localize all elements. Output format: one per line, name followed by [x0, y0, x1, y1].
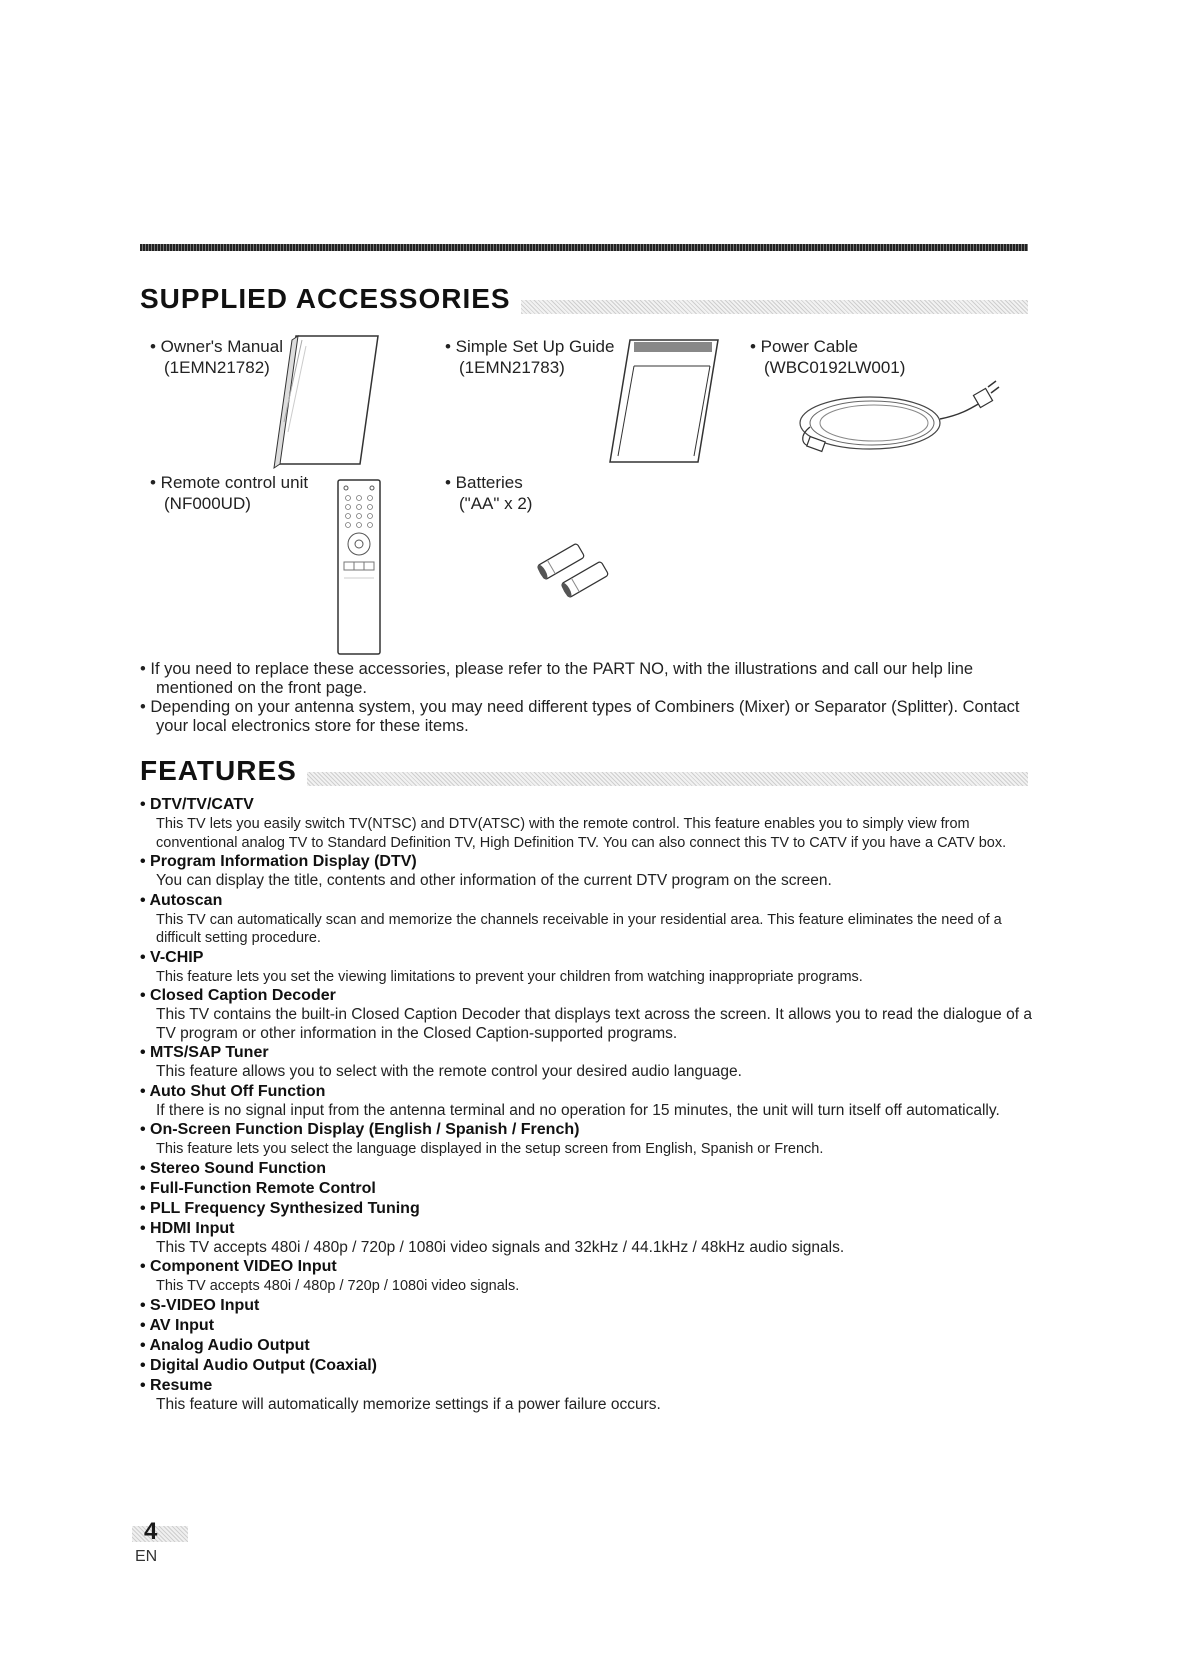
feature-title: • Auto Shut Off Function — [140, 1082, 326, 1100]
accessories-heading-row — [140, 280, 1028, 320]
accessory-setup-guide — [445, 336, 614, 378]
feature-item — [140, 1316, 1040, 1336]
accessory-part-number: ("AA" x 2) — [459, 494, 533, 513]
accessory-power-cable — [750, 336, 905, 378]
page-number-block — [132, 1518, 188, 1548]
feature-description: This feature lets you set the viewing limitations to prevent your children from watching inappropriate programs. — [156, 968, 863, 985]
feature-title: • MTS/SAP Tuner — [140, 1044, 269, 1061]
feature-title: • Autoscan — [140, 891, 223, 909]
feature-description: This feature allows you to select with the remote control your desired audio language. — [156, 1063, 742, 1080]
feature-description: This TV contains the built-in Closed Caption Decoder that displays text across the screen. It allows you to read the dialogue of a TV program or other information in the Closed Caption-supported programs. — [156, 1006, 1032, 1042]
feature-item — [140, 1376, 1040, 1415]
feature-title: • Closed Caption Decoder — [140, 987, 336, 1004]
feature-title: • Stereo Sound Function — [140, 1159, 327, 1177]
accessories-heading: SUPPLIED ACCESSORIES — [140, 282, 521, 316]
feature-item — [140, 1043, 1040, 1082]
feature-title: • V-CHIP — [140, 948, 204, 966]
feature-item — [140, 1179, 1040, 1199]
remote-control-illustration — [336, 478, 384, 658]
accessory-remote-control — [150, 472, 308, 514]
feature-title: • PLL Frequency Synthesized Tuning — [140, 1199, 420, 1217]
feature-title: • Full-Function Remote Control — [140, 1179, 376, 1197]
feature-title: • Resume — [140, 1376, 213, 1394]
feature-title: • Analog Audio Output — [140, 1336, 310, 1354]
accessory-name: • Power Cable — [750, 337, 859, 356]
feature-description: You can display the title, contents and other information of the current DTV program on the screen. — [156, 872, 832, 889]
feature-item — [140, 1336, 1040, 1356]
feature-item — [140, 1120, 1040, 1159]
batteries-illustration — [532, 540, 622, 600]
top-divider-rule — [140, 244, 1028, 251]
feature-title: • AV Input — [140, 1316, 215, 1334]
feature-item — [140, 891, 1040, 948]
feature-item — [140, 852, 1040, 891]
power-cable-illustration — [790, 375, 1000, 465]
feature-item — [140, 1199, 1040, 1219]
feature-title: • Digital Audio Output (Coaxial) — [140, 1356, 377, 1374]
feature-item — [140, 948, 1040, 987]
feature-item — [140, 795, 1040, 852]
feature-title: • DTV/TV/CATV — [140, 796, 254, 813]
feature-description: This TV can automatically scan and memorize the channels receivable in your residential area. This feature eliminates the need of a difficult setting procedure. — [156, 911, 1002, 946]
page-number: 4 — [144, 1518, 158, 1545]
feature-description: This TV accepts 480i / 480p / 720p / 1080i video signals and 32kHz / 44.1kHz / 48kHz audio signals. — [156, 1238, 845, 1256]
feature-item — [140, 1159, 1040, 1179]
accessory-notes — [140, 660, 1030, 736]
feature-description: If there is no signal input from the antenna terminal and no operation for 15 minutes, the unit will turn itself off automatically. — [156, 1101, 1000, 1119]
feature-title: • Program Information Display (DTV) — [140, 853, 417, 870]
features-list — [140, 795, 1040, 1414]
features-heading: FEATURES — [140, 754, 307, 788]
feature-title: • On-Screen Function Display (English / Spanish / French) — [140, 1121, 580, 1138]
accessory-part-number: (1EMN21783) — [459, 358, 565, 377]
page-number-pattern — [132, 1526, 188, 1542]
feature-item — [140, 1356, 1040, 1376]
feature-description: This TV lets you easily switch TV(NTSC) and DTV(ATSC) with the remote control. This feature enables you to simply view from conventional analog TV to Standard Definition TV, High Definition TV. You can also connect this TV to CATV if you have a CATV box. — [156, 816, 1007, 851]
accessory-owners-manual — [150, 336, 283, 378]
feature-item — [140, 1082, 1040, 1121]
note-item: • Depending on your antenna system, you may need different types of Combiners (Mixer) or Separator (Splitter). Contact your local electronics store for these items. — [140, 698, 1020, 735]
accessory-name: • Remote control unit — [150, 473, 309, 492]
feature-item — [140, 1219, 1040, 1258]
owners-manual-illustration — [268, 332, 388, 472]
note-item: • If you need to replace these accessories, please refer to the PART NO, with the illustrations and call our help line mentioned on the front page. — [140, 660, 974, 697]
feature-item — [140, 1296, 1040, 1316]
page-language: EN — [135, 1548, 158, 1565]
features-heading-row — [140, 752, 1028, 792]
accessory-name: • Owner's Manual — [150, 337, 283, 356]
feature-item — [140, 986, 1040, 1043]
setup-guide-illustration — [600, 338, 720, 468]
accessory-part-number: (NF000UD) — [164, 494, 251, 513]
accessory-batteries — [445, 472, 532, 514]
feature-title: • HDMI Input — [140, 1219, 235, 1237]
accessory-part-number: (1EMN21782) — [164, 358, 270, 377]
feature-title: • Component VIDEO Input — [140, 1258, 337, 1275]
feature-description: This feature will automatically memorize settings if a power failure occurs. — [156, 1395, 661, 1413]
accessory-name: • Batteries — [445, 473, 523, 492]
accessory-part-number: (WBC0192LW001) — [764, 358, 906, 377]
feature-item — [140, 1257, 1040, 1296]
feature-title: • S-VIDEO Input — [140, 1296, 260, 1314]
accessory-name: • Simple Set Up Guide — [445, 337, 615, 356]
feature-description: This TV accepts 480i / 480p / 720p / 1080i video signals. — [156, 1278, 520, 1294]
feature-description: This feature lets you select the language displayed in the setup screen from English, Spanish or French. — [156, 1141, 824, 1157]
